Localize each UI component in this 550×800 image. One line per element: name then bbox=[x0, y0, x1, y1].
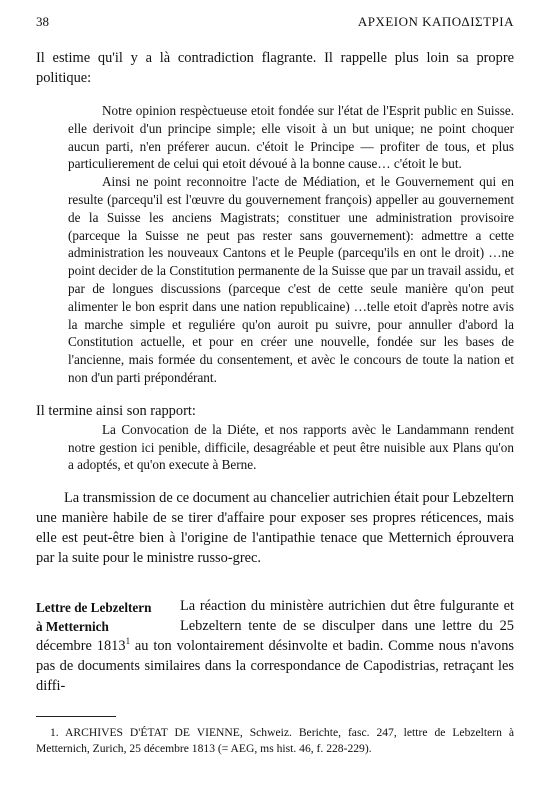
letter-section bbox=[36, 596, 514, 696]
page-number: 38 bbox=[36, 14, 49, 29]
intro-paragraph: Il estime qu'il y a là contradiction flagrante. Il rappelle plus loin sa propre politique: bbox=[36, 50, 514, 86]
footnote-divider bbox=[36, 716, 116, 717]
quote-paragraph-mediation: Ainsi ne point reconnoitre l'acte de Médiation, et le Gouvernement qui en resulte (parcequ'il est l'œuvre du gouvernement françois) appeller au gouvernement de la Suisse les anciens Magistrats; constituer une administration provisoire (parceque la Suisse ne peut pas rester sans gouvernement): admettre a cette administration les nouveaux Cantons et le Peuple (parcequ'ils en ont le droit) …ne point decider de la Constitution permanente de la Suisse que par un travail assidu, et par de longues discussions (parceque c'est de cette seule manière qu'on peut alimenter le bon esprit dans une nation republicaine) …telle etoit d'après notre avis la marche simple et reguliére qu'on auroit pu suivre, pour annuller d'abord la Constitution actuelle, et pour en créer une nouvelle, fondée sur les bases de l'ancienne, mais formée du consentement, et avèc le concours de toute la nation et non d'un parti prépondérant. bbox=[68, 174, 514, 385]
quote-paragraph-diet: La Convocation de la Diéte, et nos rapports avèc le Landammann rendent notre gestion ici penible, difficile, desagréable et peut être nuisible aux Plans qu'on a adoptés, et qu'on execute à Berne. bbox=[68, 421, 514, 473]
margin-note-line-1: Lettre de Lebzeltern bbox=[36, 600, 152, 616]
letter-text-start: La réaction du ministère autrichien dut être fulgurante et Lebzeltern tente de se disculper dans une lettre du 25 décembre 1813 bbox=[36, 598, 514, 655]
analysis-paragraph: La transmission de ce document au chancelier autrichien était pour Lebzeltern une manière habile de se tirer d'affaire pour exposer ses propres réticences, mais elle est peut-être bien à l'origine de l'antipathie tenace que Metternich éprouvera par la suite pour le ministre russo-grec. bbox=[36, 490, 514, 567]
running-title: ΑΡΧΕΙΟΝ ΚΑΠΟΔΙΣΤΡΙΑ bbox=[357, 14, 514, 29]
transition-paragraph: Il termine ainsi son rapport: bbox=[36, 402, 196, 419]
block-quote-diet bbox=[68, 421, 514, 474]
margin-note bbox=[36, 598, 174, 636]
footnote: 1. ARCHIVES D'ÉTAT DE VIENNE, Schweiz. Berichte, fasc. 247, lettre de Lebzeltern à Metternich, Zurich, 25 décembre 1813 (= AEG, ms hist. 46, f. 228-229). bbox=[36, 726, 514, 756]
letter-text-end: au ton volontairement désinvolte et badin. Comme nous n'avons pas de documents similaires dans la correspondance de Capodistrias, retraçant les diffi- bbox=[36, 638, 514, 695]
document-page bbox=[36, 14, 514, 786]
page-header bbox=[36, 14, 514, 34]
quote-paragraph-principle: Notre opinion respèctueuse etoit fondée sur l'état de l'Esprit public en Suisse. elle derivoit d'un principe simple; elle visoit à un but unique; ne point choquer aucun parti, n'en préferer aucun. c'étoit le Principe — profiter de tous, et plus particulierement de celui qui etoit dévoué à la bonne cause… c'étoit le but. bbox=[68, 103, 514, 172]
margin-note-line-2: à Metternich bbox=[36, 619, 109, 635]
footnote-marker: 1 bbox=[125, 636, 131, 647]
block-quote-politics bbox=[68, 102, 514, 387]
